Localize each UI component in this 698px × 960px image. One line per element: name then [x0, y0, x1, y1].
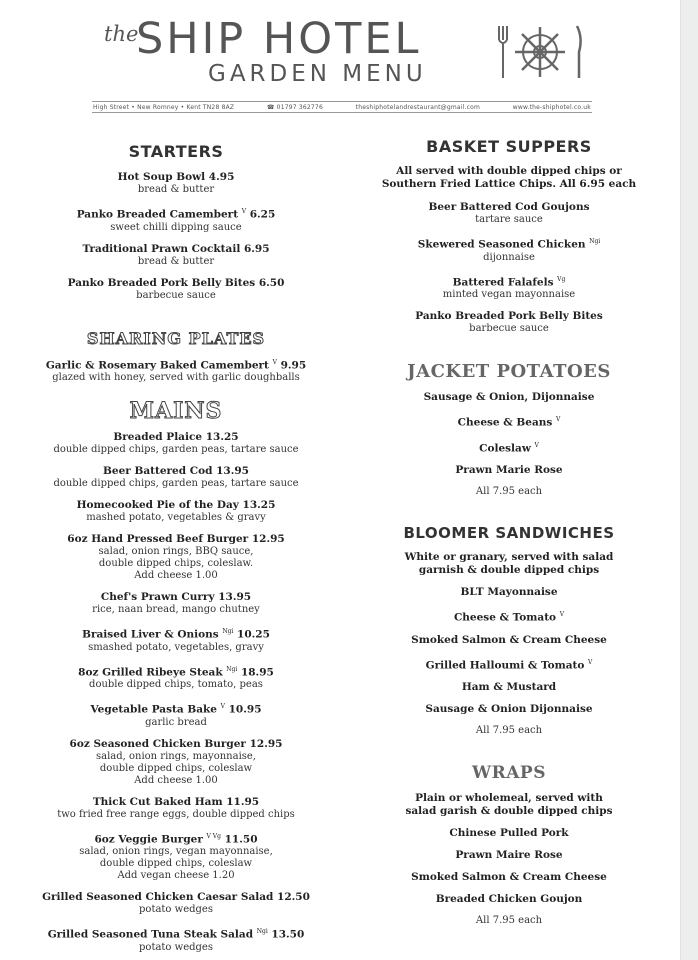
- menu-subtitle: GARDEN MENU: [208, 61, 427, 87]
- main-item: Thick Cut Baked Ham 11.95 two fried free range eggs, double dipped chips: [57, 795, 295, 820]
- jacket-item: Cheese & Beans $^V$: [457, 416, 561, 429]
- main-item: 8oz Grilled Ribeye Steak $^{Ngi}$ 18.95 double dipped chips, tomato, peas: [78, 665, 274, 690]
- wraps-note: Plain or wholemeal, served with: [415, 792, 603, 804]
- bloomers-price: All 7.95 each: [475, 725, 543, 736]
- wraps-price: All 7.95 each: [475, 915, 543, 926]
- main-item: Beer Battered Cod 13.95 double dipped chips, garden peas, tartare sauce: [53, 465, 299, 489]
- sharing-item: Garlic & Rosemary Baked Camembert $^V$ 9.95 glazed with honey, served with garlic doughballs: [45, 358, 307, 383]
- starter-item: Panko Breaded Pork Belly Bites 6.50 barbecue sauce: [67, 276, 285, 301]
- page-edge: [680, 0, 698, 960]
- starter-item: Hot Soup Bowl 4.95 bread & butter: [117, 171, 235, 195]
- right-column: [364, 130, 654, 927]
- wrap-item: Chinese Pulled Pork: [449, 827, 569, 839]
- wrap-item: Smoked Salmon & Cream Cheese: [411, 871, 607, 883]
- bloomer-item: Smoked Salmon & Cream Cheese: [411, 633, 607, 646]
- address: High Street • New Romney • Kent TN28 8AZ: [93, 103, 235, 111]
- main-item: Homecooked Pie of the Day 13.25 mashed potato, vegetables & gravy: [76, 499, 276, 523]
- main-item: Breaded Plaice 13.25 double dipped chips, garden peas, tartare sauce: [53, 431, 299, 455]
- bloomer-item: Sausage & Onion Dijonnaise: [425, 703, 593, 715]
- main-item: Vegetable Pasta Bake $^V$ 10.95 garlic bread: [90, 703, 262, 728]
- brand-the: the: [104, 22, 139, 46]
- sharing-title: SHARING PLATES: [86, 328, 266, 348]
- wraps-title: WRAPS: [472, 763, 546, 783]
- contact-bar: [92, 101, 592, 113]
- main-item: 6oz Seasoned Chicken Burger 12.95 salad, onion rings, mayonnaise, double dipped chips, coleslaw Add cheese 1.00: [69, 737, 283, 786]
- jacket-item: Coleslaw $^V$: [479, 441, 539, 454]
- basket-item: Panko Breaded Pork Belly Bites barbecue sauce: [415, 310, 603, 334]
- main-item: Grilled Seasoned Chicken Caesar Salad 12.50 potato wedges: [42, 891, 310, 915]
- main-item: 6oz Hand Pressed Beef Burger 12.95 salad, onion rings, BBQ sauce, double dipped chips, coleslaw. Add cheese 1.00: [67, 533, 285, 581]
- left-column: [28, 130, 324, 954]
- starter-item: Traditional Prawn Cocktail 6.95 bread & butter: [82, 242, 270, 267]
- baskets-note: All served with double dipped chips or: [396, 165, 622, 177]
- bloomers-title: BLOOMER SANDWICHES: [403, 524, 615, 542]
- main-item: 6oz Veggie Burger $^{V Vg}$ 11.50 salad, onion rings, vegan mayonnaise, double dipped chips, coleslaw Add vegan cheese 1.20: [79, 832, 273, 881]
- bloomer-item: BLT Mayonnaise: [460, 586, 558, 598]
- main-item: Braised Liver & Onions $^{Ngi}$ 10.25 smashed potato, vegetables, gravy: [82, 628, 270, 653]
- mains-title: MAINS: [129, 398, 223, 424]
- bloomers-note: garnish & double dipped chips: [418, 564, 600, 576]
- wraps-note: salad garish & double dipped chips: [405, 805, 613, 817]
- starter-item: Panko Breaded Camembert $^V$ 6.25 sweet chilli dipping sauce: [76, 208, 276, 233]
- bloomer-item: Cheese & Tomato $^V$: [453, 611, 565, 624]
- brand-name: SHIP HOTEL: [136, 14, 422, 64]
- bloomer-item: Ham & Mustard: [461, 681, 557, 693]
- jackets-price: All 7.95 each: [475, 486, 543, 497]
- basket-item: Skewered Seasoned Chicken $^{Ngi}$ dijonnaise: [417, 238, 601, 263]
- basket-item: Battered Falafels $^{Vg}$ minted vegan mayonnaise: [442, 275, 576, 300]
- baskets-note: Southern Fried Lattice Chips. All 6.95 each: [381, 178, 637, 190]
- basket-item: Beer Battered Cod Goujons tartare sauce: [428, 201, 590, 225]
- starters-title: STARTERS: [128, 142, 224, 161]
- jackets-title: JACKET POTATOES: [407, 361, 611, 382]
- main-item: Chef's Prawn Curry 13.95 rice, naan bread, mango chutney: [92, 591, 260, 615]
- main-item: Grilled Seasoned Tuna Steak Salad $^{Ngi}$ 13.50 potato wedges: [47, 928, 305, 953]
- ship-wheel-cutlery-logo: [497, 22, 585, 82]
- wrap-item: Breaded Chicken Goujon: [435, 893, 583, 905]
- website: www.the-shiphotel.co.uk: [512, 103, 591, 111]
- baskets-title: BASKET SUPPERS: [426, 137, 592, 156]
- bloomer-item: Grilled Halloumi & Tomato $^V$: [425, 658, 593, 671]
- header: [0, 0, 680, 111]
- bloomers-note: White or granary, served with salad: [404, 551, 614, 563]
- jacket-item: Sausage & Onion, Dijonnaise: [423, 391, 595, 403]
- wrap-item: Prawn Maire Rose: [455, 849, 563, 861]
- email: theshiphotelandrestaurant@gmail.com: [355, 103, 481, 111]
- jacket-item: Prawn Marie Rose: [455, 464, 563, 476]
- phone: ☎ 01797 362776: [266, 103, 323, 111]
